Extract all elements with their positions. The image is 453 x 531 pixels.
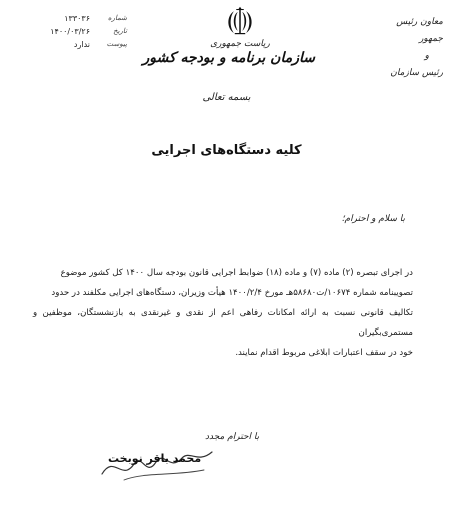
sender-position-line-2: و bbox=[424, 51, 429, 61]
sender-position bbox=[373, 14, 443, 82]
meta-date-row bbox=[18, 25, 133, 38]
sender-position-line-1: معاون رئیس جمهور bbox=[396, 17, 443, 44]
presidency-label: ریاست جمهوری bbox=[210, 39, 270, 49]
closing-phrase: با احترام مجدد bbox=[205, 432, 260, 442]
iran-emblem-icon bbox=[225, 6, 255, 36]
body-line-2: تصویبنامه شماره ۱۰۶۷۴/ت۵۸۶۸۰هـ مورخ ۱۴۰۰/۲/۴ هیأت وزیران، دستگاه‌های اجرایی مکلفند در حدود bbox=[51, 288, 413, 298]
meta-attachment-value: ندارد bbox=[73, 40, 90, 49]
addressee-title: کلیه دستگاه‌های اجرایی bbox=[151, 143, 302, 158]
greeting: با سلام و احترام؛ bbox=[341, 214, 405, 224]
body-line-3: تکالیف قانونی نسبت به ارائه امکانات رفاهی اعم از نقدی و غیرنقدی به بازنشستگان، موظفین و مستمری‌بگیران bbox=[33, 308, 413, 338]
sender-position-line-3: رئیس سازمان bbox=[390, 68, 443, 78]
meta-number-value: ۱۳۳۰۳۶ bbox=[64, 14, 90, 23]
meta-number-label: شماره bbox=[107, 14, 127, 22]
meta-attachment-label: پیوست bbox=[106, 40, 127, 48]
basmala: بسمه تعالی bbox=[202, 92, 251, 103]
meta-date-value: ۱۴۰۰/۰۳/۲۶ bbox=[50, 27, 90, 36]
meta-attachment-row bbox=[18, 38, 133, 51]
meta-date-label: تاریخ bbox=[113, 27, 127, 35]
letter-body bbox=[33, 263, 413, 363]
body-line-4: خود در سقف اعتبارات ابلاغی مربوط اقدام نمایند. bbox=[235, 348, 413, 358]
letter-metadata bbox=[18, 12, 133, 51]
letterhead bbox=[142, 6, 315, 66]
body-line-1: در اجرای تبصره (۲) ماده (۷) و ماده (۱۸) ضوابط اجرایی قانون بودجه سال ۱۴۰۰ کل کشور موضوع bbox=[60, 268, 413, 278]
organization-name: سازمان برنامه و بودجه کشور bbox=[142, 50, 315, 66]
signer-name: محمد باقر نوبخت bbox=[108, 452, 202, 465]
meta-number-row bbox=[18, 12, 133, 25]
